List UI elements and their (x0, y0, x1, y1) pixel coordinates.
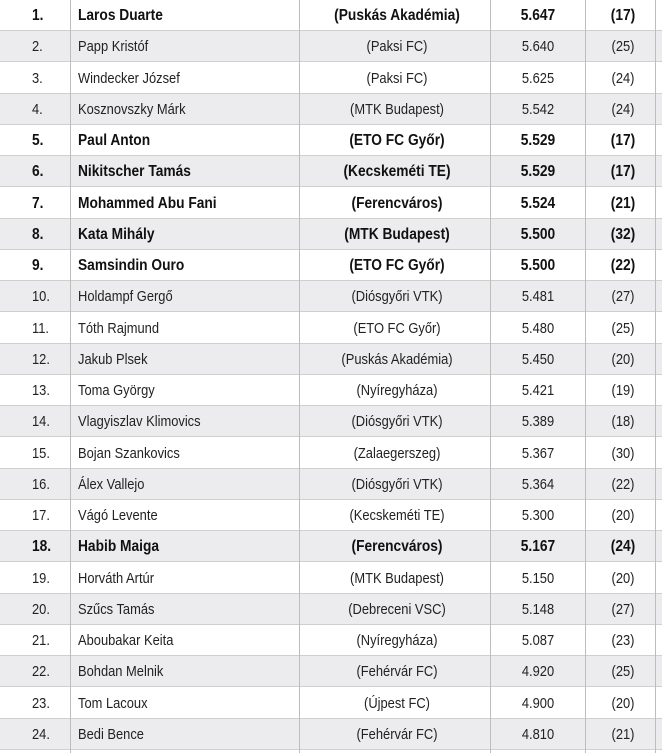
match-count: (20) (611, 507, 635, 524)
rank-cell: 2. (32, 38, 43, 56)
player-name: Kata Mihály (78, 225, 155, 243)
club-name: (Ferencváros) (351, 194, 443, 212)
match-count: (21) (611, 725, 635, 743)
rating-score: 5.364 (521, 475, 555, 493)
column-divider (490, 0, 491, 753)
club-name: (Zalaegerszeg) (353, 444, 441, 462)
player-name: Holdampf Gergő (78, 288, 173, 306)
rank-cell: 4. (32, 100, 43, 118)
club-name: (Paksi FC) (366, 69, 428, 87)
player-name: Samsindin Ouro (78, 257, 185, 274)
rating-score: 5.524 (520, 194, 556, 212)
rank-cell: 3. (32, 69, 43, 87)
rank-cell: 5. (32, 132, 44, 149)
rating-score: 5.640 (521, 38, 555, 56)
player-name: Habib Maiga (78, 538, 160, 556)
match-count: (32) (610, 225, 636, 243)
match-count: (20) (611, 694, 635, 712)
rank-cell: 24. (32, 725, 50, 743)
table-row (0, 219, 662, 250)
club-name: (Diósgyőri VTK) (351, 288, 443, 306)
rank-cell: 15. (32, 444, 50, 462)
rank-cell: 13. (32, 382, 50, 399)
rank-cell: 12. (32, 350, 50, 368)
table-row (0, 313, 662, 344)
rating-score: 5.500 (520, 225, 556, 243)
rating-score: 5.450 (521, 350, 555, 368)
rating-score: 5.167 (520, 538, 556, 556)
player-name: Tóth Rajmund (78, 319, 160, 337)
rank-cell: 19. (32, 569, 50, 587)
player-name: Vágó Levente (78, 507, 158, 524)
rank-cell: 6. (32, 163, 44, 181)
table-row (0, 31, 662, 62)
player-name: Paul Anton (78, 132, 151, 149)
rank-cell: 14. (32, 413, 50, 431)
match-count: (21) (610, 194, 636, 212)
club-name: (ETO FC Győr) (349, 257, 445, 274)
club-name: (Puskás Akadémia) (341, 350, 453, 368)
rating-score: 5.150 (521, 569, 555, 587)
table-row (0, 688, 662, 719)
rank-cell: 22. (32, 663, 50, 681)
table-row (0, 250, 662, 281)
club-name: (Ferencváros) (351, 538, 443, 556)
rank-cell: 17. (32, 507, 50, 524)
rating-score: 5.647 (520, 7, 556, 24)
rating-score: 4.920 (521, 663, 555, 681)
match-count: (25) (611, 319, 635, 337)
rating-score: 4.810 (521, 725, 555, 743)
rating-score: 5.087 (521, 632, 555, 649)
rank-cell: 23. (32, 694, 50, 712)
club-name: (Újpest FC) (364, 694, 430, 712)
club-name: (Nyíregyháza) (356, 382, 438, 399)
match-count: (20) (611, 350, 635, 368)
match-count: (17) (610, 132, 636, 149)
club-name: (Nyíregyháza) (356, 632, 438, 649)
match-count: (24) (611, 69, 635, 87)
column-divider (299, 0, 300, 753)
player-name: Vlagyiszlav Klimovics (78, 413, 201, 431)
rating-score: 5.421 (521, 382, 555, 399)
club-name: (Fehérvár FC) (356, 725, 438, 743)
rank-cell: 20. (32, 600, 50, 618)
club-name: (Puskás Akadémia) (334, 7, 460, 24)
table-row (0, 63, 662, 94)
rank-cell: 8. (32, 225, 44, 243)
player-name: Tom Lacoux (78, 694, 148, 712)
match-count: (17) (610, 7, 636, 24)
match-count: (24) (610, 538, 636, 556)
player-name: Laros Duarte (78, 7, 163, 24)
table-row (0, 594, 662, 625)
table-row (0, 469, 662, 500)
rating-score: 5.542 (521, 100, 555, 118)
match-count: (24) (611, 100, 635, 118)
rank-cell: 1. (32, 7, 44, 24)
match-count: (30) (611, 444, 635, 462)
player-name: Aboubakar Keita (78, 632, 174, 649)
rating-score: 5.389 (521, 413, 555, 431)
player-name: Kosznovszky Márk (78, 100, 186, 118)
club-name: (Diósgyőri VTK) (351, 413, 443, 431)
rank-cell: 18. (32, 538, 52, 556)
player-name: Bojan Szankovics (78, 444, 180, 462)
player-name: Mohammed Abu Fani (78, 194, 217, 212)
player-name: Nikitscher Tamás (78, 163, 191, 181)
rating-score: 5.300 (521, 507, 555, 524)
rating-score: 5.529 (520, 163, 556, 181)
table-row (0, 281, 662, 312)
club-name: (MTK Budapest) (350, 100, 444, 118)
rating-score: 5.529 (520, 132, 556, 149)
club-name: (Kecskeméti TE) (343, 163, 451, 181)
club-name: (Diósgyőri VTK) (351, 475, 443, 493)
match-count: (18) (611, 413, 635, 431)
match-count: (22) (610, 257, 636, 274)
table-row (0, 344, 662, 375)
player-name: Szűcs Tamás (78, 600, 155, 618)
table-row (0, 0, 662, 31)
club-name: (Fehérvár FC) (356, 663, 438, 681)
table-row (0, 500, 662, 531)
match-count: (22) (611, 475, 635, 493)
club-name: (Paksi FC) (366, 38, 428, 56)
rank-cell: 21. (32, 632, 50, 649)
rank-cell: 11. (32, 319, 49, 337)
rank-cell: 10. (32, 288, 50, 306)
match-count: (27) (611, 288, 635, 306)
rating-score: 5.481 (521, 288, 555, 306)
column-divider (655, 0, 656, 753)
club-name: (Kecskeméti TE) (349, 507, 445, 524)
rank-cell: 9. (32, 257, 44, 274)
column-divider (585, 0, 586, 753)
player-name: Jakub Plsek (78, 350, 148, 368)
table-row (0, 563, 662, 594)
rating-score: 4.900 (521, 694, 555, 712)
table-row (0, 438, 662, 469)
match-count: (23) (611, 632, 635, 649)
player-name: Papp Kristóf (78, 38, 149, 56)
match-count: (20) (611, 569, 635, 587)
rating-score: 5.625 (521, 69, 555, 87)
player-name: Bedi Bence (78, 725, 144, 743)
match-count: (27) (611, 600, 635, 618)
table-row (0, 94, 662, 125)
match-count: (17) (610, 163, 636, 181)
club-name: (ETO FC Győr) (353, 319, 441, 337)
table-row (0, 656, 662, 687)
rating-score: 5.148 (521, 600, 555, 618)
table-row (0, 125, 662, 156)
table-row (0, 531, 662, 562)
player-name: Horváth Artúr (78, 569, 155, 587)
table-row (0, 375, 662, 406)
player-name: Windecker József (78, 69, 180, 87)
rank-cell: 16. (32, 475, 50, 493)
club-name: (MTK Budapest) (350, 569, 444, 587)
player-name: Toma György (78, 382, 155, 399)
match-count: (25) (611, 663, 635, 681)
table-row (0, 156, 662, 187)
rating-score: 5.367 (521, 444, 555, 462)
table-row (0, 188, 662, 219)
club-name: (MTK Budapest) (344, 225, 450, 243)
player-name: Bohdan Melnik (78, 663, 164, 681)
club-name: (ETO FC Győr) (349, 132, 445, 149)
match-count: (25) (611, 38, 635, 56)
rating-score: 5.480 (521, 319, 555, 337)
match-count: (19) (611, 382, 635, 399)
table-row (0, 625, 662, 656)
club-name: (Debreceni VSC) (348, 600, 446, 618)
player-name: Álex Vallejo (78, 475, 145, 493)
rank-cell: 7. (32, 194, 44, 212)
table-row (0, 406, 662, 437)
rating-score: 5.500 (520, 257, 556, 274)
table-row (0, 719, 662, 750)
column-divider (70, 0, 71, 753)
